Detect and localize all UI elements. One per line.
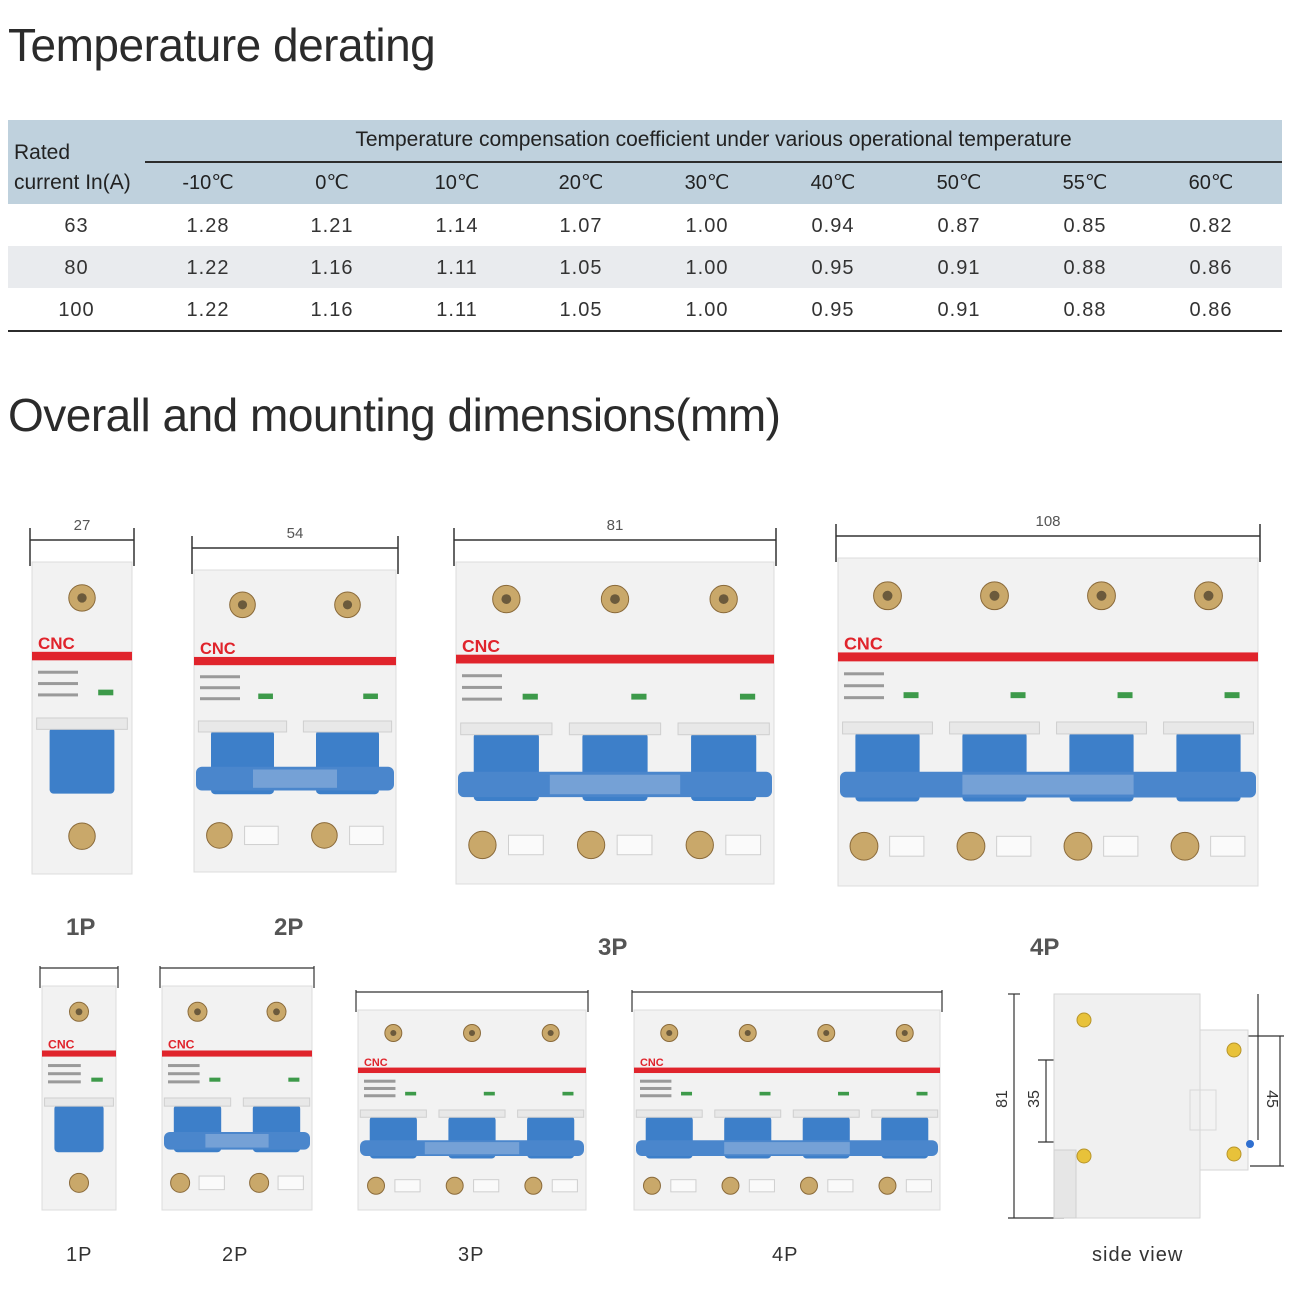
- terminal-screw: [525, 1177, 542, 1194]
- terminal-slot: [245, 826, 279, 844]
- cell-value: 0.91: [937, 299, 981, 321]
- handle-guard: [303, 721, 391, 732]
- handle-guard: [715, 1110, 781, 1117]
- tie-bar-clip: [205, 1134, 268, 1148]
- dimension-label: 81: [606, 517, 624, 534]
- breaker-3p-large: [452, 510, 778, 890]
- label-text: [168, 1064, 200, 1067]
- terminal-screw: [446, 1177, 463, 1194]
- terminal-slot: [671, 1180, 696, 1192]
- breaker-3p-small: [354, 990, 590, 1216]
- breaker-4p-large: [834, 506, 1262, 892]
- terminal-screw-center: [1097, 591, 1107, 601]
- label-text: [168, 1072, 200, 1075]
- label-text: [38, 671, 78, 674]
- label-text: [640, 1087, 671, 1090]
- terminal-screw-center: [883, 591, 893, 601]
- brand-logo: CNC: [38, 633, 75, 653]
- label-text: [844, 672, 884, 675]
- indicator: [98, 690, 113, 696]
- caption-4p: 4P: [1030, 934, 1060, 961]
- bottom-caption-side-view: side view: [1092, 1244, 1184, 1266]
- terminal-slot: [509, 835, 544, 855]
- cell-value: 0.91: [937, 257, 981, 279]
- temp-header-6: 50℃: [936, 172, 982, 194]
- handle-guard: [37, 718, 128, 729]
- breaker-1p-small: [38, 966, 120, 1216]
- bottom-caption-1p: 1P: [66, 1244, 93, 1266]
- handle-guard: [439, 1110, 505, 1117]
- label-text: [844, 696, 884, 699]
- brand-logo: CNC: [640, 1056, 664, 1069]
- handle-guard: [793, 1110, 859, 1117]
- brand-logo: CNC: [200, 640, 236, 659]
- tie-bar-clip: [724, 1142, 850, 1154]
- handle-guard: [518, 1110, 584, 1117]
- temp-header-4: 30℃: [684, 172, 730, 194]
- indicator: [917, 1092, 928, 1096]
- label-text: [38, 682, 78, 685]
- caption-2p: 2P: [274, 914, 304, 941]
- brand-band: [456, 655, 774, 664]
- label-text: [168, 1080, 200, 1083]
- indicator: [288, 1078, 299, 1082]
- cell-value: 1.05: [559, 299, 603, 321]
- handle-guard: [360, 1110, 426, 1117]
- handle: [50, 727, 115, 793]
- terminal-screw: [850, 832, 878, 860]
- rated-header-line2: current In(A): [14, 171, 131, 194]
- terminal-slot: [199, 1176, 224, 1190]
- temp-header-1: 0℃: [315, 172, 349, 194]
- label-text: [364, 1094, 395, 1097]
- indicator: [405, 1092, 416, 1096]
- terminal-screw-center: [343, 600, 352, 609]
- dimension-label: 27: [73, 517, 91, 534]
- caption-3p: 3P: [598, 934, 628, 961]
- terminal-screw: [722, 1177, 739, 1194]
- terminal-screw-center: [273, 1008, 280, 1015]
- label-text: [640, 1094, 671, 1097]
- indicator: [681, 1092, 692, 1096]
- terminal-screw-center: [666, 1030, 672, 1036]
- section-title-derating: Temperature derating: [8, 19, 436, 71]
- indicator: [838, 1092, 849, 1096]
- handle-guard: [461, 723, 552, 735]
- side-dim-din: 35: [1025, 1090, 1043, 1108]
- label-text: [364, 1080, 395, 1083]
- indicator: [258, 694, 273, 699]
- terminal-slot: [1104, 836, 1138, 856]
- breaker-side-view: [994, 990, 1294, 1226]
- terminal-screw: [643, 1177, 660, 1194]
- tie-bar-clip: [962, 775, 1133, 795]
- handle-guard: [636, 1110, 702, 1117]
- handle-guard: [678, 723, 769, 735]
- terminal-slot: [350, 826, 384, 844]
- terminal-screw: [1064, 832, 1092, 860]
- handle-guard: [164, 1098, 230, 1106]
- brand-band: [634, 1068, 940, 1073]
- brand-logo: CNC: [364, 1056, 388, 1069]
- bottom-caption-4p: 4P: [772, 1244, 799, 1266]
- temp-header-3: 20℃: [558, 172, 604, 194]
- cell-value: 1.28: [186, 215, 230, 237]
- terminal-screw-center: [1204, 591, 1214, 601]
- terminal-slot: [395, 1180, 420, 1192]
- terminal-screw-center: [77, 593, 86, 602]
- terminal-screw-center: [823, 1030, 829, 1036]
- terminal-screw-center: [719, 594, 729, 604]
- terminal-slot: [552, 1180, 577, 1192]
- handle-guard: [243, 1098, 309, 1106]
- terminal-screw: [171, 1173, 190, 1192]
- cell-value: 0.94: [811, 215, 855, 237]
- breaker-1p-large: [28, 510, 136, 880]
- terminal-screw: [69, 1173, 88, 1192]
- cell-value: 1.00: [685, 257, 729, 279]
- cell-value: 1.16: [310, 257, 354, 279]
- label-text: [462, 674, 502, 677]
- table-bottom-line: [8, 330, 1282, 332]
- terminal-screw: [686, 831, 713, 858]
- cell-value: 0.95: [811, 257, 855, 279]
- temp-header-2: 10℃: [434, 172, 480, 194]
- terminal-screw: [69, 823, 95, 849]
- cell-value: 1.07: [559, 215, 603, 237]
- terminal-slot: [1211, 836, 1245, 856]
- temp-header-7: 55℃: [1062, 172, 1108, 194]
- brand-band: [838, 652, 1258, 661]
- rated-current-header: [14, 138, 131, 198]
- handle-guard: [1164, 722, 1254, 734]
- label-text: [48, 1072, 81, 1075]
- table-row: [8, 288, 1282, 330]
- terminal-screw-center: [76, 1008, 83, 1015]
- side-dim-height: 81: [993, 1090, 1011, 1108]
- terminal-slot: [828, 1180, 853, 1192]
- terminal-screw: [1171, 832, 1199, 860]
- terminal-screw-center: [469, 1030, 475, 1036]
- terminal-slot: [278, 1176, 303, 1190]
- cell-value: 0.85: [1063, 215, 1107, 237]
- cell-value: 0.86: [1189, 299, 1233, 321]
- cell-value: 0.95: [811, 299, 855, 321]
- tie-bar-clip: [425, 1142, 519, 1154]
- bottom-caption-3p: 3P: [458, 1244, 485, 1266]
- label-text: [844, 684, 884, 687]
- terminal-screw: [250, 1173, 269, 1192]
- terminal-screw-center: [902, 1030, 908, 1036]
- cell-value: 1.05: [559, 257, 603, 279]
- cell-value: 0.88: [1063, 257, 1107, 279]
- terminal-screw: [800, 1177, 817, 1194]
- cell-value: 1.21: [310, 215, 354, 237]
- brand-logo: CNC: [48, 1037, 75, 1052]
- temp-header-0: -10℃: [182, 172, 234, 194]
- label-text: [200, 697, 240, 700]
- cell-current: 100: [58, 299, 95, 321]
- label-text: [48, 1064, 81, 1067]
- brand-band: [358, 1068, 586, 1073]
- cell-value: 1.11: [436, 299, 478, 321]
- cell-value: 1.16: [310, 299, 354, 321]
- handle-guard: [569, 723, 660, 735]
- terminal-screw: [879, 1177, 896, 1194]
- header-divider: [145, 161, 1282, 163]
- terminal-screw: [577, 831, 604, 858]
- terminal-screw-center: [610, 594, 620, 604]
- terminal-screw: [957, 832, 985, 860]
- terminal-screw-center: [390, 1030, 396, 1036]
- indicator: [484, 1092, 495, 1096]
- cell-value: 0.88: [1063, 299, 1107, 321]
- section-title-dimensions: Overall and mounting dimensions(mm): [8, 389, 781, 441]
- table-row: [8, 246, 1282, 288]
- terminal-slot: [906, 1180, 931, 1192]
- handle-guard: [45, 1098, 114, 1106]
- indicator: [562, 1092, 573, 1096]
- cell-value: 1.22: [186, 299, 230, 321]
- label-text: [364, 1087, 395, 1090]
- label-text: [200, 675, 240, 678]
- terminal-screw: [368, 1177, 385, 1194]
- handle: [54, 1105, 103, 1153]
- rated-header-line1: Rated: [14, 141, 71, 164]
- terminal-screw-center: [990, 591, 1000, 601]
- indicator: [904, 692, 919, 698]
- terminal-screw: [312, 823, 338, 849]
- table-row: [8, 204, 1282, 246]
- terminal-slot: [749, 1180, 774, 1192]
- indicator: [1011, 692, 1026, 698]
- label-text: [462, 686, 502, 689]
- indicator: [1225, 692, 1240, 698]
- tie-bar-clip: [253, 770, 337, 788]
- terminal-screw: [207, 823, 233, 849]
- dimension-label: 54: [286, 525, 304, 542]
- terminal-slot: [890, 836, 924, 856]
- label-text: [462, 698, 502, 701]
- breaker-2p-large: [190, 518, 400, 878]
- brand-logo: CNC: [168, 1037, 195, 1052]
- cell-value: 1.11: [436, 257, 478, 279]
- bottom-caption-2p: 2P: [222, 1244, 249, 1266]
- cell-value: 1.14: [435, 215, 479, 237]
- cell-value: 0.86: [1189, 257, 1233, 279]
- brand-logo: CNC: [462, 635, 501, 656]
- indicator: [91, 1078, 102, 1082]
- dimension-label: 108: [1035, 513, 1061, 530]
- tie-bar-clip: [550, 775, 680, 795]
- indicator: [1118, 692, 1133, 698]
- brand-band: [32, 652, 132, 661]
- cell-value: 1.00: [685, 215, 729, 237]
- handle-guard: [198, 721, 286, 732]
- handle-guard: [950, 722, 1040, 734]
- indicator: [631, 694, 646, 700]
- terminal-slot: [617, 835, 652, 855]
- handle-guard: [843, 722, 933, 734]
- cell-current: 63: [64, 215, 89, 237]
- side-dim-depth: 45: [1262, 1090, 1280, 1108]
- coef-header: Temperature compensation coefficient under various operational temperature: [355, 128, 1072, 151]
- terminal-slot: [997, 836, 1031, 856]
- indicator: [363, 694, 378, 699]
- terminal-screw-center: [194, 1008, 201, 1015]
- brand-logo: CNC: [844, 633, 883, 654]
- cell-value: 0.82: [1189, 215, 1233, 237]
- breaker-2p-small: [158, 966, 316, 1216]
- temp-header-5: 40℃: [810, 172, 856, 194]
- handle-guard: [872, 1110, 938, 1117]
- breaker-4p-small: [630, 990, 944, 1216]
- label-text: [640, 1080, 671, 1083]
- derating-table: [8, 120, 1282, 332]
- terminal-screw-center: [238, 600, 247, 609]
- indicator: [740, 694, 755, 700]
- table-body: [8, 204, 1282, 330]
- indicator: [760, 1092, 771, 1096]
- cell-value: 1.22: [186, 257, 230, 279]
- caption-1p: 1P: [66, 914, 96, 941]
- temp-header-8: 60℃: [1188, 172, 1234, 194]
- cell-value: 0.87: [937, 215, 981, 237]
- cell-value: 1.00: [685, 299, 729, 321]
- label-text: [48, 1080, 81, 1083]
- label-text: [38, 693, 78, 696]
- label-text: [200, 686, 240, 689]
- terminal-screw-center: [548, 1030, 554, 1036]
- cell-current: 80: [64, 257, 89, 279]
- terminal-slot: [474, 1180, 499, 1192]
- terminal-screw-center: [501, 594, 511, 604]
- indicator: [523, 694, 538, 700]
- table-header: [8, 120, 1282, 204]
- terminal-slot: [726, 835, 761, 855]
- handle-guard: [1057, 722, 1147, 734]
- terminal-screw: [469, 831, 496, 858]
- terminal-screw-center: [745, 1030, 751, 1036]
- indicator: [209, 1078, 220, 1082]
